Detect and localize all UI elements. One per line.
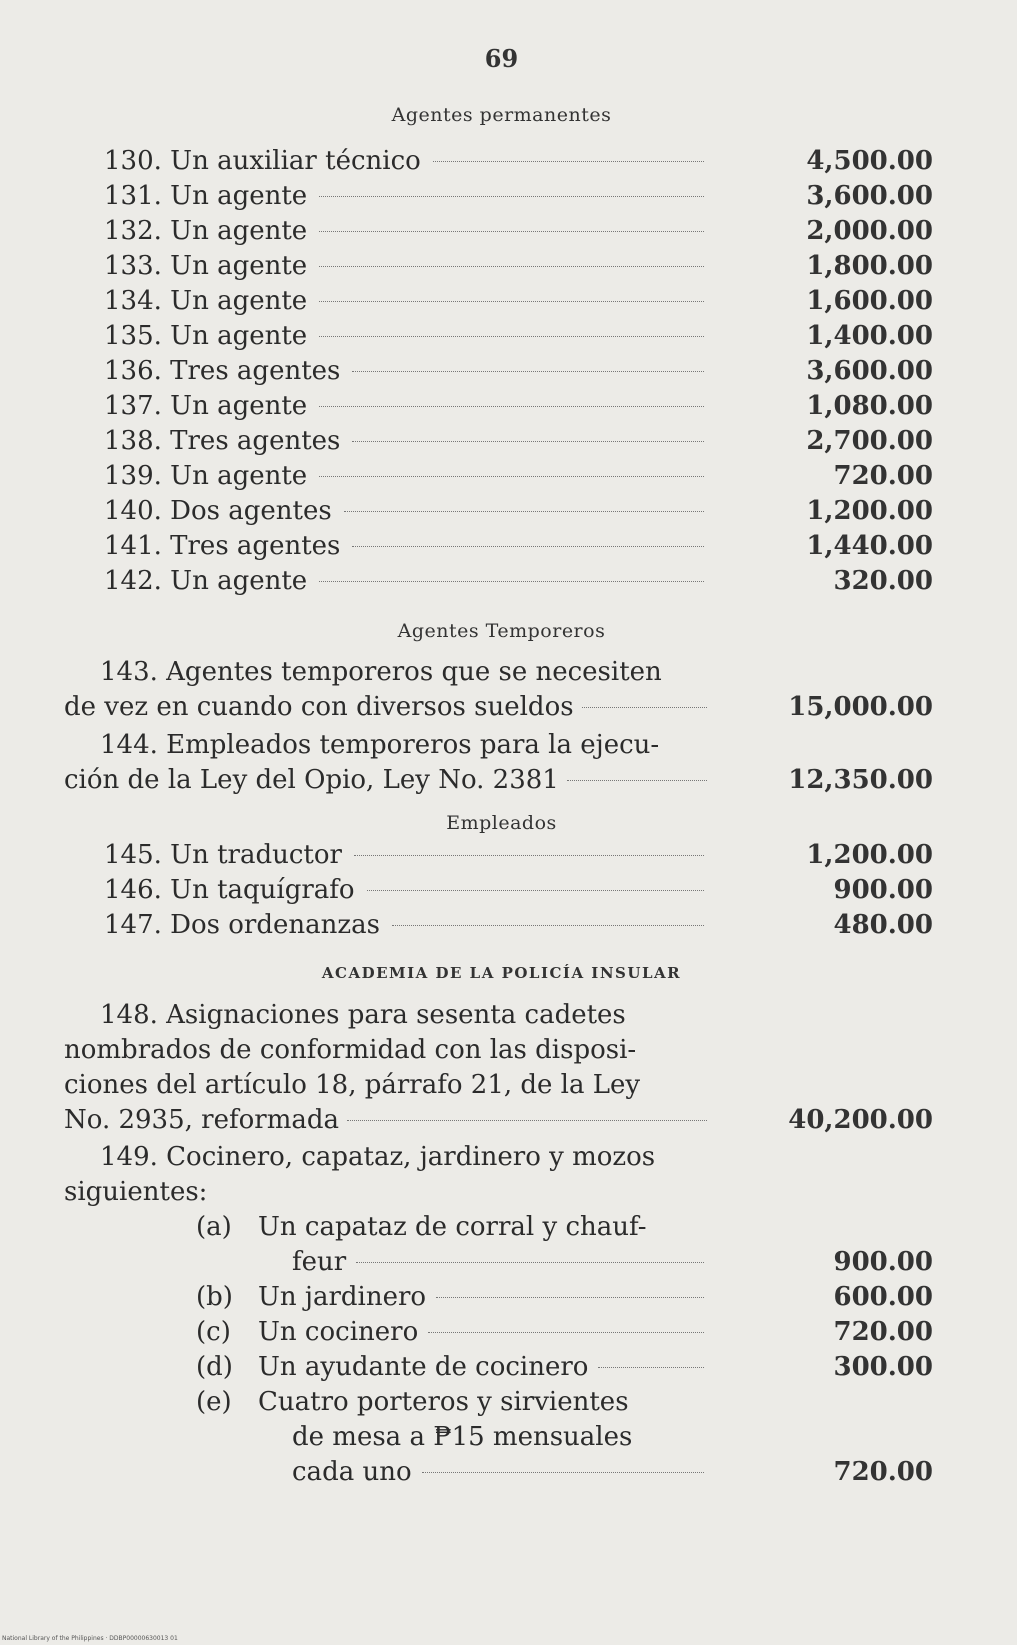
- dot-leader: [352, 546, 704, 547]
- dot-leader: [356, 1262, 704, 1263]
- entry-148-line3: ciones del artículo 18, párrafo 21, de la Ley: [64, 1070, 641, 1100]
- permanentes-entry-label: 140. Dos agentes: [104, 496, 332, 526]
- empleados-entry-amount: 1,200.00: [806, 840, 933, 870]
- sub-entry-b-line1: (b) Un jardinero: [196, 1280, 704, 1315]
- permanentes-entry-amount: 1,800.00: [806, 251, 933, 281]
- dot-leader: [319, 196, 704, 197]
- permanentes-entry-label: 142. Un agente: [104, 566, 308, 596]
- empleados-entry: [104, 838, 704, 873]
- empleados-entry-amount: 900.00: [833, 875, 933, 905]
- entry-143: [64, 655, 707, 725]
- permanentes-entry-label: 139. Un agente: [104, 461, 308, 491]
- dot-leader: [367, 890, 704, 891]
- section-heading-permanentes: Agentes permanentes: [391, 104, 612, 126]
- sub-entry-e-line3: cada uno: [196, 1455, 704, 1490]
- permanentes-entry-label: 133. Un agente: [104, 251, 308, 281]
- permanentes-entry-label: 134. Un agente: [104, 286, 308, 316]
- dot-leader: [433, 161, 704, 162]
- dot-leader: [422, 1472, 704, 1473]
- dot-leader: [352, 371, 704, 372]
- permanentes-entry-amount: 3,600.00: [806, 181, 933, 211]
- permanentes-entry: [104, 494, 704, 529]
- entry-148-line1: 148. Asignaciones para sesenta cadetes: [100, 1000, 626, 1030]
- permanentes-entry: [104, 459, 704, 494]
- permanentes-entry: [104, 529, 704, 564]
- amount-149e: 720.00: [833, 1457, 933, 1487]
- dot-leader: [354, 855, 704, 856]
- entry-143-line2: de vez en cuando con diversos sueldos: [64, 690, 707, 725]
- sub-entry-e-line2: de mesa a ₱15 mensuales: [292, 1422, 633, 1452]
- permanentes-entry: [104, 144, 704, 179]
- sub-entry-b: [196, 1280, 704, 1315]
- permanentes-entry: [104, 354, 704, 389]
- footer-note: National Library of the Philippines · DDBP00000630013 01: [2, 1635, 178, 1642]
- dot-leader: [582, 707, 707, 708]
- dot-leader: [319, 231, 704, 232]
- dot-leader: [347, 1120, 707, 1121]
- permanentes-entry: [104, 424, 704, 459]
- sub-entry-a: [196, 1210, 704, 1280]
- permanentes-entry-amount: 1,400.00: [806, 321, 933, 351]
- entry-144-line1: 144. Empleados temporeros para la ejecu-: [100, 730, 660, 760]
- amount-149a: 900.00: [833, 1247, 933, 1277]
- permanentes-entry: [104, 249, 704, 284]
- permanentes-entry-label: 131. Un agente: [104, 181, 308, 211]
- permanentes-entry-label: 136. Tres agentes: [104, 356, 341, 386]
- entry-143-line1: 143. Agentes temporeros que se necesiten: [100, 657, 662, 687]
- sub-entry-a-line2: feur: [196, 1245, 704, 1280]
- permanentes-entry: [104, 389, 704, 424]
- entry-148-line2: nombrados de conformidad con las disposi-: [64, 1035, 637, 1065]
- permanentes-entry-amount: 1,080.00: [806, 391, 933, 421]
- entry-144-line2: ción de la Ley del Opio, Ley No. 2381: [64, 763, 707, 798]
- dot-leader: [352, 441, 704, 442]
- section-heading-temporeros: Agentes Temporeros: [397, 620, 606, 642]
- permanentes-entry: [104, 214, 704, 249]
- sub-entry-c-line1: (c) Un cocinero: [196, 1315, 704, 1350]
- empleados-entry-label: 145. Un traductor: [104, 840, 342, 870]
- dot-leader: [344, 511, 704, 512]
- permanentes-entry-label: 135. Un agente: [104, 321, 308, 351]
- permanentes-entry-label: 141. Tres agentes: [104, 531, 341, 561]
- permanentes-entry-amount: 2,000.00: [806, 216, 933, 246]
- empleados-entry: [104, 873, 704, 908]
- permanentes-entry: [104, 564, 704, 599]
- amount-149b: 600.00: [833, 1282, 933, 1312]
- amount-143: 15,000.00: [788, 692, 933, 722]
- dot-leader: [428, 1332, 704, 1333]
- dot-leader: [319, 266, 704, 267]
- sub-entry-e: [196, 1385, 704, 1490]
- permanentes-entry-label: 130. Un auxiliar técnico: [104, 146, 421, 176]
- dot-leader: [567, 780, 707, 781]
- empleados-entry: [104, 908, 704, 943]
- entry-149-line1: 149. Cocinero, capataz, jardinero y mozos: [100, 1142, 656, 1172]
- dot-leader: [319, 406, 704, 407]
- permanentes-entry-amount: 1,200.00: [806, 496, 933, 526]
- empleados-entry-label: 147. Dos ordenanzas: [104, 910, 380, 940]
- permanentes-entry-amount: 1,600.00: [806, 286, 933, 316]
- entry-148: [64, 998, 707, 1138]
- amount-148: 40,200.00: [788, 1105, 933, 1135]
- sub-entry-d-line1: (d) Un ayudante de cocinero: [196, 1350, 704, 1385]
- entry-149-line2: siguientes:: [64, 1177, 208, 1207]
- permanentes-entry-amount: 3,600.00: [806, 356, 933, 386]
- permanentes-entry: [104, 179, 704, 214]
- empleados-entry-amount: 480.00: [833, 910, 933, 940]
- permanentes-entry-amount: 320.00: [833, 566, 933, 596]
- entry-148-line4: No. 2935, reformada: [64, 1103, 707, 1138]
- entry-144: [64, 728, 707, 798]
- page-number: 69: [484, 44, 519, 73]
- amount-149d: 300.00: [833, 1352, 933, 1382]
- sub-entry-c: [196, 1315, 704, 1350]
- dot-leader: [319, 301, 704, 302]
- sub-entry-a-line1: (a) Un capataz de corral y chauf-: [196, 1212, 647, 1242]
- amount-144: 12,350.00: [788, 765, 933, 795]
- amount-149c: 720.00: [833, 1317, 933, 1347]
- permanentes-entry-amount: 2,700.00: [806, 426, 933, 456]
- permanentes-entry: [104, 284, 704, 319]
- dot-leader: [598, 1367, 704, 1368]
- section-heading-academia: ACADEMIA DE LA POLICÍA INSULAR: [321, 964, 682, 982]
- dot-leader: [319, 336, 704, 337]
- permanentes-entry-amount: 720.00: [833, 461, 933, 491]
- empleados-entry-label: 146. Un taquígrafo: [104, 875, 355, 905]
- dot-leader: [392, 925, 704, 926]
- dot-leader: [436, 1297, 704, 1298]
- permanentes-entry-amount: 4,500.00: [806, 146, 933, 176]
- section-heading-empleados: Empleados: [446, 812, 557, 834]
- permanentes-entry-label: 132. Un agente: [104, 216, 308, 246]
- sub-entry-e-line1: (e) Cuatro porteros y sirvientes: [196, 1387, 629, 1417]
- dot-leader: [319, 476, 704, 477]
- dot-leader: [319, 581, 704, 582]
- permanentes-entry: [104, 319, 704, 354]
- permanentes-entry-amount: 1,440.00: [806, 531, 933, 561]
- entry-149: [64, 1140, 707, 1210]
- sub-entry-d: [196, 1350, 704, 1385]
- permanentes-entry-label: 137. Un agente: [104, 391, 308, 421]
- permanentes-entry-label: 138. Tres agentes: [104, 426, 341, 456]
